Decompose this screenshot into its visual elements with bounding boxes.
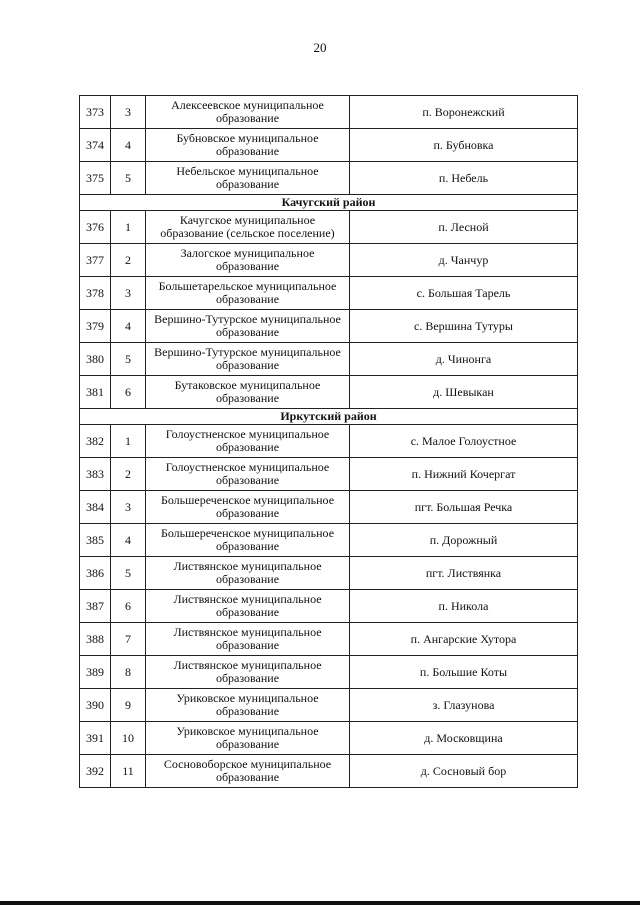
- row-number-cell: 391: [80, 722, 111, 755]
- row-index-cell: 4: [111, 310, 146, 343]
- row-number-cell: 373: [80, 96, 111, 129]
- row-number-cell: 389: [80, 656, 111, 689]
- row-number-cell: 374: [80, 129, 111, 162]
- settlement-cell: п. Никола: [350, 590, 578, 623]
- settlement-cell: п. Лесной: [350, 211, 578, 244]
- table-row: [80, 277, 578, 310]
- table-row: [80, 524, 578, 557]
- row-index-cell: 6: [111, 590, 146, 623]
- municipality-cell: Вершино-Тутурское муниципальное образование: [146, 343, 350, 376]
- row-index-cell: 3: [111, 491, 146, 524]
- municipality-cell: Большереченское муниципальное образование: [146, 524, 350, 557]
- section-header-row: [80, 409, 578, 425]
- settlement-cell: п. Воронежский: [350, 96, 578, 129]
- table-row: [80, 310, 578, 343]
- municipality-cell: Большетарельское муниципальное образование: [146, 277, 350, 310]
- settlement-cell: п. Нижний Кочергат: [350, 458, 578, 491]
- municipality-cell: Большереченское муниципальное образование: [146, 491, 350, 524]
- row-number-cell: 380: [80, 343, 111, 376]
- municipality-cell: Листвянское муниципальное образование: [146, 656, 350, 689]
- row-number-cell: 383: [80, 458, 111, 491]
- row-number-cell: 381: [80, 376, 111, 409]
- municipality-cell: Небельское муниципальное образование: [146, 162, 350, 195]
- settlement-cell: д. Чанчур: [350, 244, 578, 277]
- table-row: [80, 722, 578, 755]
- table-row: [80, 425, 578, 458]
- row-number-cell: 387: [80, 590, 111, 623]
- settlement-cell: п. Небель: [350, 162, 578, 195]
- municipality-cell: Листвянское муниципальное образование: [146, 557, 350, 590]
- settlement-cell: д. Шевыкан: [350, 376, 578, 409]
- municipality-cell: Бубновское муниципальное образование: [146, 129, 350, 162]
- row-index-cell: 2: [111, 458, 146, 491]
- row-number-cell: 377: [80, 244, 111, 277]
- row-number-cell: 390: [80, 689, 111, 722]
- row-index-cell: 2: [111, 244, 146, 277]
- row-number-cell: 376: [80, 211, 111, 244]
- row-index-cell: 8: [111, 656, 146, 689]
- settlement-cell: с. Вершина Тутуры: [350, 310, 578, 343]
- table-row: [80, 244, 578, 277]
- table-row: [80, 129, 578, 162]
- table-row: [80, 96, 578, 129]
- row-number-cell: 386: [80, 557, 111, 590]
- settlement-cell: д. Чинонга: [350, 343, 578, 376]
- row-number-cell: 379: [80, 310, 111, 343]
- settlement-cell: с. Малое Голоустное: [350, 425, 578, 458]
- municipality-cell: Залогское муниципальное образование: [146, 244, 350, 277]
- row-index-cell: 3: [111, 96, 146, 129]
- section-header-row: [80, 195, 578, 211]
- table-row: [80, 458, 578, 491]
- table-row: [80, 162, 578, 195]
- row-index-cell: 7: [111, 623, 146, 656]
- municipality-cell: Листвянское муниципальное образование: [146, 590, 350, 623]
- table-row: [80, 557, 578, 590]
- table-row: [80, 656, 578, 689]
- table-row: [80, 343, 578, 376]
- row-index-cell: 6: [111, 376, 146, 409]
- settlement-cell: п. Большие Коты: [350, 656, 578, 689]
- table-row: [80, 623, 578, 656]
- row-number-cell: 392: [80, 755, 111, 788]
- page-bottom-edge: [0, 901, 640, 905]
- row-index-cell: 10: [111, 722, 146, 755]
- row-index-cell: 5: [111, 557, 146, 590]
- table-row: [80, 491, 578, 524]
- settlement-cell: с. Большая Тарель: [350, 277, 578, 310]
- settlement-cell: з. Глазунова: [350, 689, 578, 722]
- row-number-cell: 382: [80, 425, 111, 458]
- municipality-cell: Вершино-Тутурское муниципальное образование: [146, 310, 350, 343]
- table-row: [80, 689, 578, 722]
- row-index-cell: 4: [111, 524, 146, 557]
- settlement-cell: п. Бубновка: [350, 129, 578, 162]
- municipality-cell: Уриковское муниципальное образование: [146, 689, 350, 722]
- municipality-cell: Голоустненское муниципальное образование: [146, 425, 350, 458]
- table-row: [80, 755, 578, 788]
- municipality-cell: Уриковское муниципальное образование: [146, 722, 350, 755]
- municipality-cell: Листвянское муниципальное образование: [146, 623, 350, 656]
- district-title: Качугский район: [80, 195, 578, 211]
- table-body: [80, 96, 578, 788]
- row-number-cell: 384: [80, 491, 111, 524]
- district-title: Иркутский район: [80, 409, 578, 425]
- row-index-cell: 5: [111, 343, 146, 376]
- settlement-cell: пгт. Большая Речка: [350, 491, 578, 524]
- row-index-cell: 5: [111, 162, 146, 195]
- settlement-cell: п. Ангарские Хутора: [350, 623, 578, 656]
- municipality-cell: Качугское муниципальное образование (сельское поселение): [146, 211, 350, 244]
- row-index-cell: 1: [111, 211, 146, 244]
- settlements-table: [79, 95, 578, 788]
- settlement-cell: д. Сосновый бор: [350, 755, 578, 788]
- row-number-cell: 385: [80, 524, 111, 557]
- row-index-cell: 9: [111, 689, 146, 722]
- municipality-cell: Бутаковское муниципальное образование: [146, 376, 350, 409]
- municipality-cell: Голоустненское муниципальное образование: [146, 458, 350, 491]
- municipality-cell: Алексеевское муниципальное образование: [146, 96, 350, 129]
- table-row: [80, 590, 578, 623]
- table-row: [80, 211, 578, 244]
- settlement-cell: п. Дорожный: [350, 524, 578, 557]
- row-number-cell: 378: [80, 277, 111, 310]
- table-row: [80, 376, 578, 409]
- row-number-cell: 388: [80, 623, 111, 656]
- page-number: 20: [313, 40, 327, 55]
- row-number-cell: 375: [80, 162, 111, 195]
- row-index-cell: 1: [111, 425, 146, 458]
- municipality-cell: Сосновоборское муниципальное образование: [146, 755, 350, 788]
- row-index-cell: 3: [111, 277, 146, 310]
- row-index-cell: 11: [111, 755, 146, 788]
- settlement-cell: д. Московщина: [350, 722, 578, 755]
- settlement-cell: пгт. Листвянка: [350, 557, 578, 590]
- row-index-cell: 4: [111, 129, 146, 162]
